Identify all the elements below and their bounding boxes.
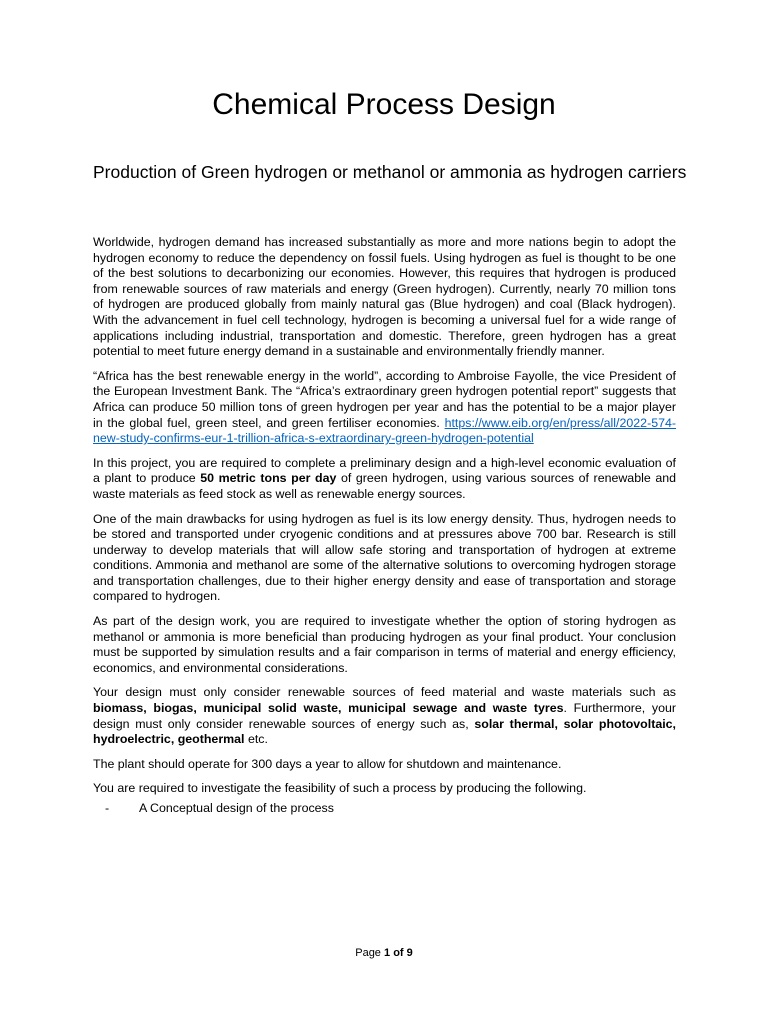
paragraph-drawbacks: One of the main drawbacks for using hydrogen as fuel is its low energy density. Thus, hydrogen needs to be stored and transported under cryogenic conditions and at pressures above 700 bar. Research is still underway to develop materials that will allow safe storing and transportation of hydrogen at extreme conditions. Ammonia and methanol are some of the alternative solutions to overcoming hydrogen storage and transportation challenges, due to their higher energy density and ease of transportation and storage compared to hydrogen. [93,511,676,604]
paragraph-project [93,456,676,503]
document-subtitle: Production of Green hydrogen or methanol or ammonia as hydrogen carriers [93,162,687,182]
list-item [93,801,676,817]
paragraph-operation: The plant should operate for 300 days a year to allow for shutdown and maintenance. [93,756,562,771]
paragraph-project-text-a: In this project, you are required to complete a preliminary design and a high-level economic evaluation of a plant to produce [93,455,676,486]
paragraph-design-work: As part of the design work, you are required to investigate whether the option of storing hydrogen as methanol or ammonia is more beneficial than producing hydrogen as your final product. Your conclusion must be supported by simulation results and a fair comparison in terms of material and energy efficiency, economics, and environmental considerations. [93,614,676,675]
feed-materials-list: biomass, biogas, municipal solid waste, municipal sewage and waste tyres [93,701,564,716]
bullet-marker: - [105,801,110,815]
paragraph-project-text-b: of green hydrogen, using various sources of renewable and waste materials as feed stock as well as renewable energy sources. [93,471,677,501]
paragraph-africa-text: “Africa has the best renewable energy in the world”, according to Ambroise Fayolle, the vice President of the European Investment Bank. The “Africa’s extraordinary green hydrogen potential report” suggests that Africa can produce 50 million tons of green hydrogen per year and has the potential to be a major player in the global fuel, green steel, and green fertiliser economies. [93,368,676,430]
bullet-text: A Conceptual design of the process [139,801,334,815]
footer-current-page: 1 [384,947,391,959]
footer-total-pages: 9 [406,947,413,959]
footer-of: of [393,947,404,959]
paragraph-africa [93,369,676,447]
energy-sources-list: solar thermal, solar photovoltaic, hydroelectric, geothermal [93,716,676,747]
production-target: 50 metric tons per day [200,471,337,486]
document-body [93,235,676,817]
footer-page-word: Page [355,947,381,959]
paragraph-feasibility: You are required to investigate the feasibility of such a process by producing the following. [93,781,587,796]
paragraph-intro: Worldwide, hydrogen demand has increased substantially as more and more nations begin to adopt the hydrogen economy to reduce the dependency on fossil fuels. Using hydrogen as fuel is thought to be one of the best solutions to decarbonizing our economies. However, this requires that hydrogen is produced from renewable sources of raw materials and energy (Green hydrogen). Currently, nearly 70 million tons of hydrogen are produced globally from mainly natural gas (Blue hydrogen) and coal (Black hydrogen). With the advancement in fuel cell technology, hydrogen is becoming a universal fuel for a wide range of applications including industrial, transportation and domestic. Therefore, green hydrogen has a great potential to meet future energy demand in a sustainable and environmentally friendly manner. [93,235,676,359]
page-footer [0,947,768,959]
document-title: Chemical Process Design [212,88,556,121]
eib-report-link[interactable]: https://www.eib.org/en/press/all/2022-574-new-study-confirms-eur-1-trillion-africa-s-extraordinary-green-hydrogen-potential [93,415,676,446]
paragraph-renewables [93,685,676,747]
paragraph-renewables-text-a: Your design must only consider renewable sources of feed material and waste materials such as [93,685,676,700]
paragraph-renewables-text-c: etc. [244,732,268,747]
paragraph-renewables-text-b: . Furthermore, your design must only consider renewable sources of energy such as, [93,701,676,731]
